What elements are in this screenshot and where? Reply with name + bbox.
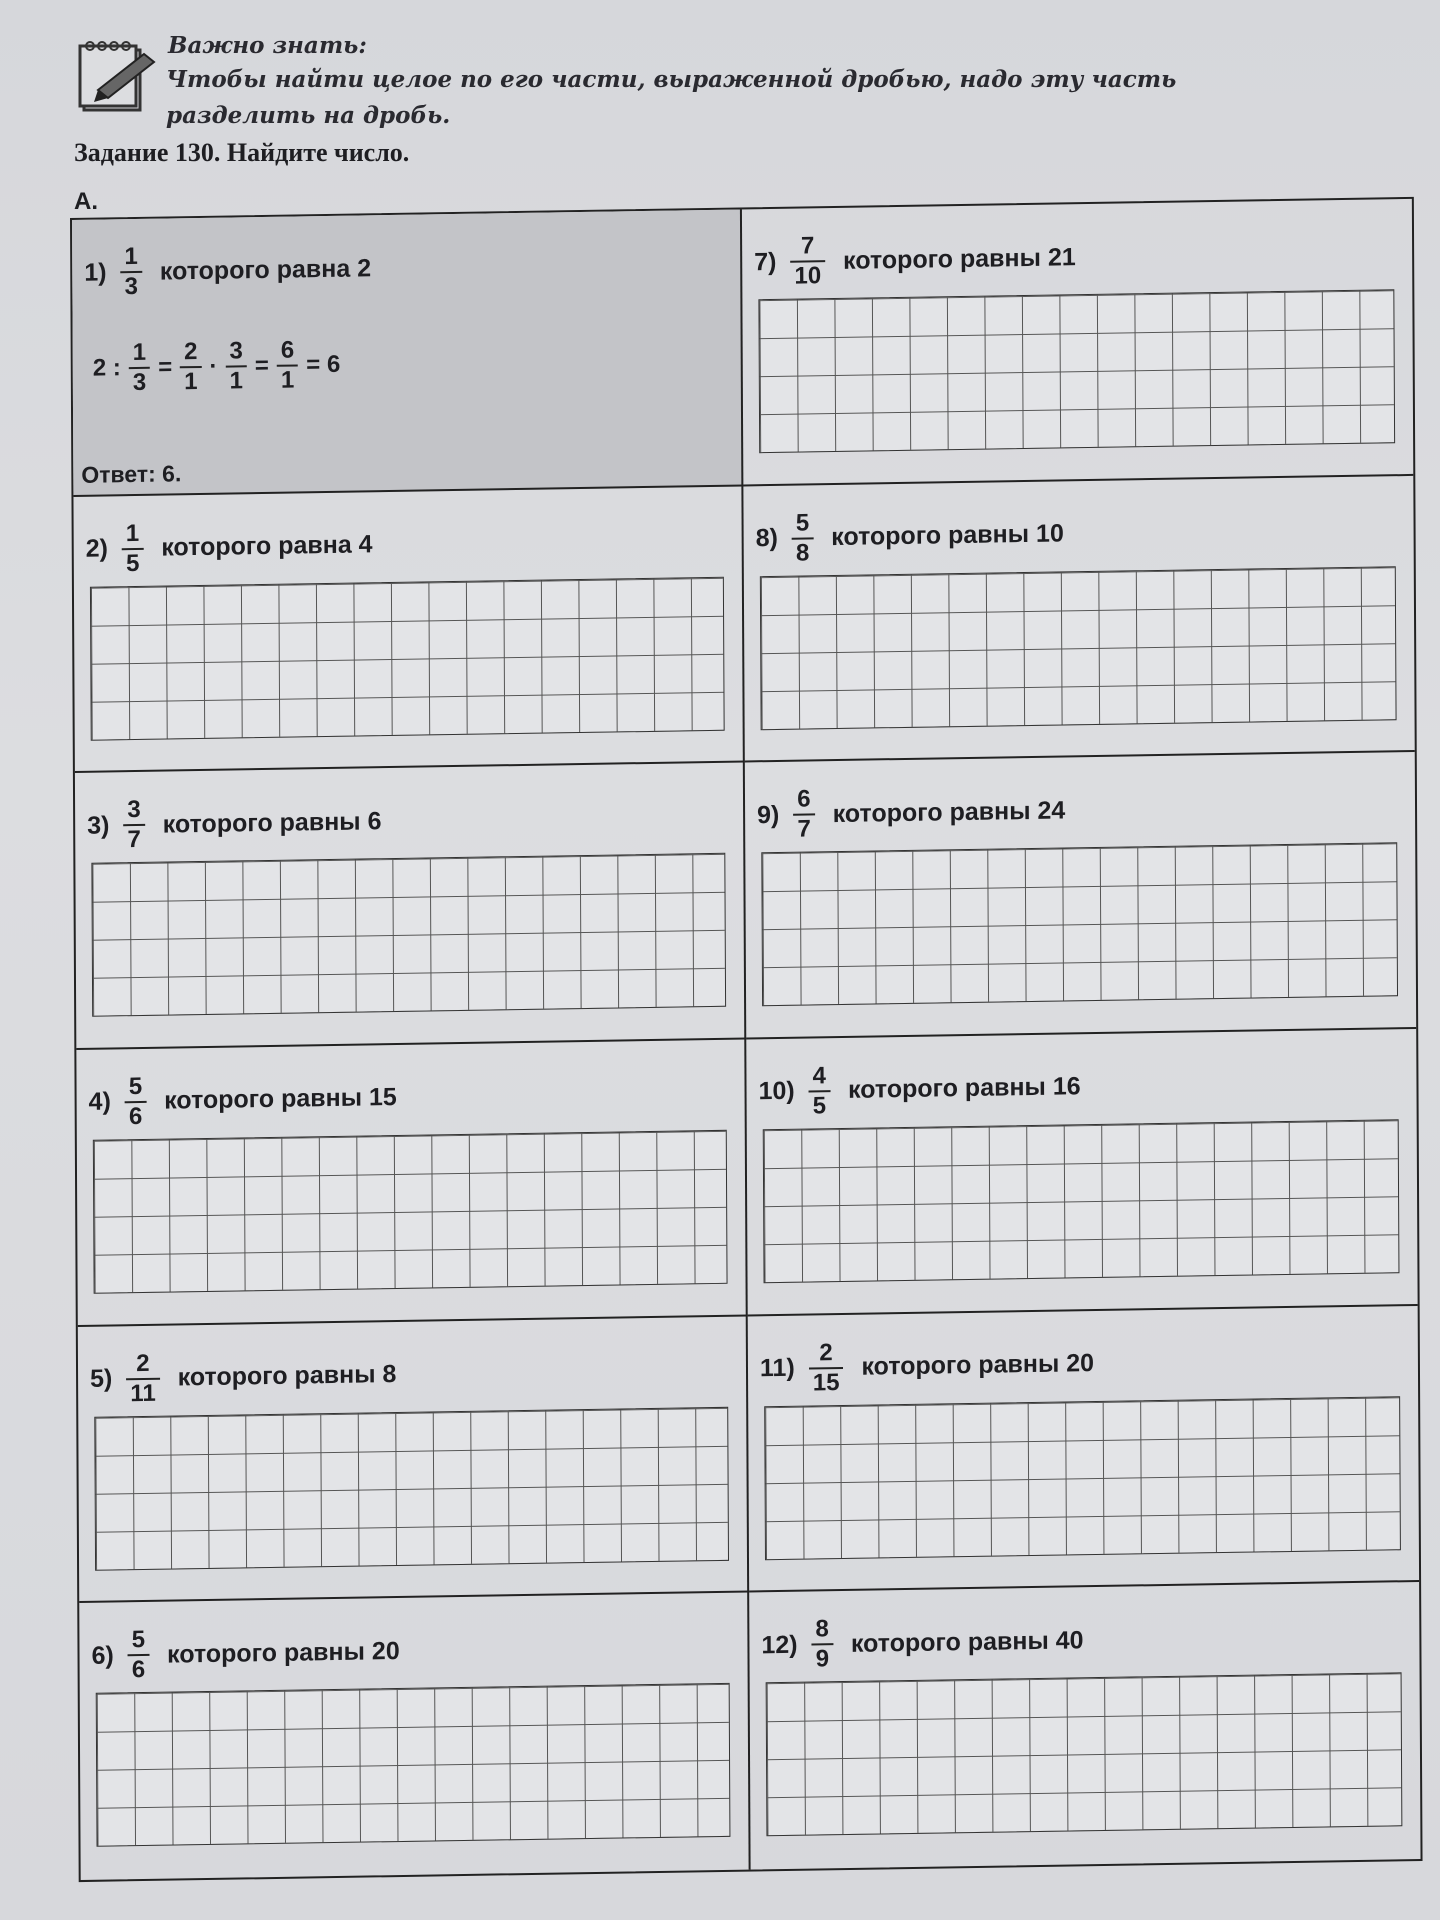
problem-number: 12) (761, 1630, 798, 1660)
fraction (225, 337, 247, 395)
problem-number: 10) (758, 1077, 795, 1106)
problem-number: 2) (85, 534, 109, 563)
problem-number: 11) (759, 1353, 795, 1383)
fraction-numerator: 3 (229, 337, 243, 365)
equals-sign: = (158, 353, 173, 381)
problem-number: 3) (87, 811, 110, 840)
example-cell (72, 209, 743, 496)
fraction-denominator: 6 (131, 1656, 146, 1684)
fraction-denominator: 5 (812, 1092, 827, 1120)
fraction-denominator: 9 (815, 1645, 830, 1673)
answer-grid[interactable] (766, 1673, 1403, 1837)
problem-text: которого равны 10 (831, 519, 1064, 552)
problem-heading (90, 1346, 397, 1409)
problem-cell (76, 1039, 747, 1326)
problem-heading (756, 505, 1064, 568)
calc-dividend: 2 : (92, 354, 121, 382)
fraction (790, 232, 825, 291)
problem-cell (73, 486, 744, 773)
problem-cell (746, 1029, 1417, 1316)
problem-text: которого равны 16 (847, 1072, 1081, 1105)
answer-grid[interactable] (96, 1683, 731, 1847)
fraction-numerator: 6 (797, 785, 811, 813)
problem-cell (743, 476, 1414, 763)
worked-solution (93, 336, 349, 398)
problem-heading (754, 228, 1076, 291)
answer-grid[interactable] (760, 566, 1397, 730)
problem-text: которого равны 6 (162, 807, 382, 839)
fraction (128, 1626, 150, 1684)
fraction-denominator: 1 (280, 366, 295, 394)
problem-heading (86, 516, 373, 579)
notepad-pencil-icon (78, 40, 164, 116)
problem-text: которого равны 20 (861, 1349, 1095, 1381)
fraction (180, 338, 202, 396)
fraction (811, 1616, 833, 1674)
fraction (123, 796, 145, 854)
fraction-denominator: 1 (184, 368, 198, 396)
exercise-table (70, 197, 1423, 1882)
problem-text: которого равна 2 (159, 253, 372, 286)
problem-heading (88, 1069, 396, 1132)
fraction (129, 339, 151, 397)
problem-cell (79, 1593, 750, 1880)
problem-heading (87, 793, 382, 856)
note-heading: Важно знать: (168, 32, 367, 59)
fraction-denominator: 8 (795, 539, 810, 567)
problem-cell (75, 763, 746, 1050)
answer-grid[interactable] (758, 289, 1395, 453)
fraction-numerator: 2 (136, 1349, 150, 1377)
section-label: А. (74, 188, 98, 215)
fraction (277, 336, 299, 394)
problem-heading (761, 1612, 1083, 1675)
fraction-denominator: 10 (794, 262, 822, 290)
answer-grid[interactable] (761, 843, 1398, 1007)
problem-cell (745, 752, 1416, 1039)
problem-text: которого равны 8 (177, 1360, 397, 1392)
fraction (126, 1349, 160, 1408)
fraction-denominator: 11 (130, 1379, 156, 1407)
fraction-numerator: 1 (132, 338, 147, 367)
problem-number: 8) (755, 524, 778, 553)
fraction (122, 520, 144, 578)
fraction (809, 1062, 831, 1120)
problem-text: которого равны 40 (850, 1626, 1084, 1658)
fraction-denominator: 5 (125, 549, 140, 577)
problem-number: 5) (90, 1364, 113, 1393)
problem-heading (84, 239, 371, 302)
task-title: Задание 130. Найдите число. (74, 138, 410, 167)
fraction-denominator: 7 (797, 815, 811, 843)
answer-grid[interactable] (764, 1396, 1401, 1560)
fraction-numerator: 7 (800, 232, 815, 260)
problem-text: которого равна 4 (161, 530, 373, 562)
problem-number: 4) (88, 1087, 111, 1117)
fraction (120, 243, 142, 301)
fraction (792, 509, 814, 567)
answer-grid[interactable] (94, 1406, 729, 1570)
fraction-numerator: 1 (124, 242, 138, 271)
fraction-numerator: 4 (812, 1062, 827, 1090)
fraction-numerator: 5 (131, 1626, 146, 1654)
answer-grid[interactable] (91, 853, 726, 1017)
problem-number: 9) (757, 800, 780, 830)
problem-heading (758, 1058, 1080, 1121)
note-rule-text: Чтобы найти целое по его части, выраженной дробью, надо эту часть разделить на дробь. (166, 66, 1177, 129)
problem-cell (78, 1316, 749, 1603)
problem-number: 6) (91, 1641, 114, 1670)
fraction (125, 1073, 147, 1131)
problem-text: которого равны 24 (832, 796, 1066, 828)
problem-text: которого равны 21 (843, 242, 1076, 275)
fraction (809, 1339, 844, 1398)
problem-heading (760, 1335, 1094, 1398)
problem-number: 1) (84, 257, 107, 287)
fraction-numerator: 5 (128, 1072, 143, 1101)
fraction-numerator: 6 (280, 336, 295, 364)
calc-result: = 6 (306, 350, 341, 379)
fraction-numerator: 5 (795, 509, 810, 537)
fraction-numerator: 3 (127, 796, 141, 824)
fraction-denominator: 7 (127, 826, 141, 854)
problem-heading (757, 782, 1065, 845)
problem-text: которого равны 20 (167, 1636, 400, 1669)
fraction-numerator: 1 (125, 519, 140, 547)
example-answer: Ответ: 6. (81, 459, 182, 488)
fraction (793, 786, 815, 844)
answer-grid[interactable] (763, 1119, 1400, 1283)
fraction-denominator: 1 (229, 367, 244, 395)
answer-grid[interactable] (93, 1130, 728, 1294)
fraction-denominator: 15 (812, 1368, 840, 1397)
problem-heading (91, 1622, 399, 1685)
problem-cell (749, 1582, 1420, 1869)
fraction-denominator: 3 (132, 368, 147, 397)
answer-grid[interactable] (90, 576, 725, 740)
problem-number: 7) (754, 247, 777, 276)
fraction-numerator: 2 (819, 1338, 833, 1367)
fraction-denominator: 3 (124, 272, 139, 301)
fraction-numerator: 2 (184, 338, 198, 366)
problem-cell (748, 1306, 1419, 1593)
fraction-denominator: 6 (128, 1102, 143, 1131)
problem-cell (742, 199, 1413, 486)
problem-text: которого равны 15 (164, 1083, 397, 1116)
fraction-numerator: 8 (815, 1615, 829, 1643)
multiply-dot: · (209, 352, 218, 380)
equals-sign: = (254, 351, 269, 380)
